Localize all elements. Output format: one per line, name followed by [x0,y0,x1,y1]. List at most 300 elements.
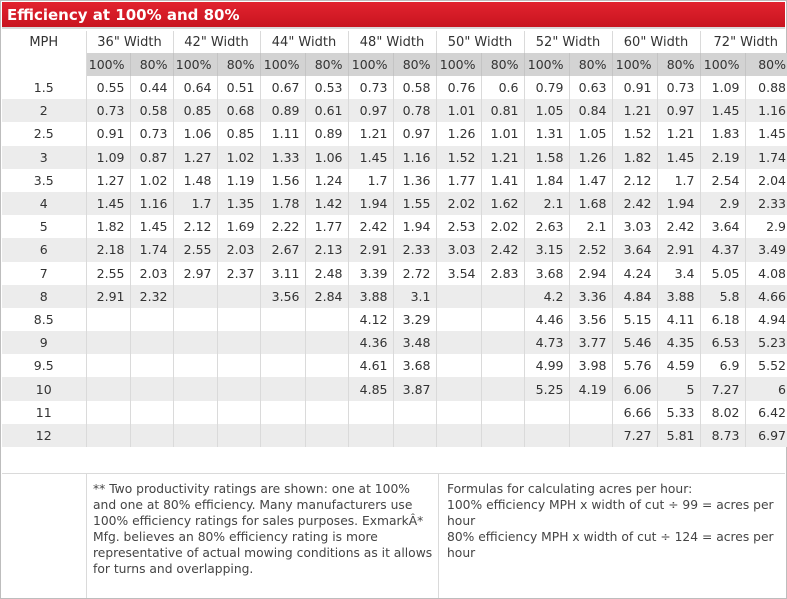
value-cell: 1.31 [524,122,569,145]
value-cell: 3.56 [260,285,305,308]
value-cell [436,354,481,377]
value-cell: 0.68 [217,99,260,122]
value-cell [260,308,305,331]
table-row [2,377,787,400]
value-cell [481,331,524,354]
value-cell: 3.64 [700,215,745,238]
value-cell: 0.44 [130,76,173,99]
footer-spacer [2,474,87,598]
value-cell: 2.52 [569,238,612,261]
value-cell: 0.73 [130,122,173,145]
value-cell: 1.94 [657,192,700,215]
value-cell: 2.84 [305,285,348,308]
value-cell: 2.33 [393,238,436,261]
value-cell [260,424,305,447]
value-cell: 0.97 [393,122,436,145]
value-cell: 1.47 [569,169,612,192]
value-cell [130,308,173,331]
table-row [2,76,787,99]
value-cell: 1.94 [348,192,393,215]
value-cell [393,401,436,424]
value-cell: 3.64 [612,238,657,261]
value-cell [217,377,260,400]
formula-100: 100% efficiency MPH x width of cut ÷ 99 = acres per hour [447,498,774,528]
value-cell: 1.33 [260,146,305,169]
value-cell: 1.35 [217,192,260,215]
value-cell [524,424,569,447]
value-cell: 1.77 [305,215,348,238]
value-cell: 6.66 [612,401,657,424]
value-cell: 0.53 [305,76,348,99]
value-cell: 1.09 [86,146,130,169]
value-cell [481,354,524,377]
value-cell: 3.03 [436,238,481,261]
value-cell [86,377,130,400]
value-cell: 1.05 [569,122,612,145]
value-cell: 0.87 [130,146,173,169]
value-cell: 3.39 [348,262,393,285]
value-cell: 1.68 [569,192,612,215]
value-cell [436,285,481,308]
table-row [2,424,787,447]
value-cell: 4.73 [524,331,569,354]
value-cell: 4.59 [657,354,700,377]
mph-cell: 9 [2,331,86,354]
value-cell: 5.05 [700,262,745,285]
value-cell: 2.02 [481,215,524,238]
value-cell [86,331,130,354]
value-cell: 3.68 [393,354,436,377]
value-cell: 6.42 [745,401,787,424]
subheader-80: 80% [569,53,612,76]
value-cell: 2.18 [86,238,130,261]
value-cell: 1.74 [130,238,173,261]
mph-cell: 8.5 [2,308,86,331]
value-cell: 0.85 [173,99,217,122]
value-cell: 1.01 [481,122,524,145]
value-cell: 0.81 [481,99,524,122]
subheader-80: 80% [305,53,348,76]
table-row [2,146,787,169]
value-cell: 2.1 [524,192,569,215]
value-cell: 2.9 [700,192,745,215]
value-cell [436,308,481,331]
mph-cell: 1.5 [2,76,86,99]
subheader-100: 100% [700,53,745,76]
value-cell: 0.55 [86,76,130,99]
value-cell: 2.97 [173,262,217,285]
subheader-80: 80% [217,53,260,76]
value-cell: 3.15 [524,238,569,261]
footnote-text: ** Two productivity ratings are shown: one at 100% and one at 80% efficiency. Many manufacturers use 100% efficiency ratings for sales purposes. ExmarkÂ* Mfg. believes an 80% efficiency rating is more representative of actual mowing conditions as it allows for turns and overlapping. [93,482,433,576]
value-cell: 6 [745,377,787,400]
value-cell: 1.56 [260,169,305,192]
value-cell: 0.73 [86,99,130,122]
value-cell: 3.49 [745,238,787,261]
table-row [2,354,787,377]
mph-cell: 11 [2,401,86,424]
value-cell: 2.55 [86,262,130,285]
value-cell: 1.16 [130,192,173,215]
value-cell [173,401,217,424]
value-cell: 5.52 [745,354,787,377]
value-cell: 6.9 [700,354,745,377]
value-cell [436,424,481,447]
value-cell: 2.03 [217,238,260,261]
subheader-100: 100% [260,53,305,76]
formula-80: 80% efficiency MPH x width of cut ÷ 124 = acres per hour [447,530,774,560]
value-cell: 6.53 [700,331,745,354]
width-header: 60" Width [612,31,700,53]
width-header: 44" Width [260,31,348,53]
value-cell [130,401,173,424]
value-cell: 1.83 [700,122,745,145]
value-cell: 5.46 [612,331,657,354]
mph-cell: 12 [2,424,86,447]
value-cell: 4.66 [745,285,787,308]
value-cell: 6.97 [745,424,787,447]
mph-cell: 9.5 [2,354,86,377]
value-cell: 3.88 [657,285,700,308]
value-cell [305,354,348,377]
subheader-80: 80% [130,53,173,76]
value-cell: 2.9 [745,215,787,238]
value-cell: 1.94 [393,215,436,238]
value-cell: 2.22 [260,215,305,238]
value-cell: 1.45 [745,122,787,145]
value-cell: 0.61 [305,99,348,122]
value-cell: 1.21 [657,122,700,145]
value-cell: 4.85 [348,377,393,400]
subheader-80: 80% [393,53,436,76]
value-cell: 1.21 [348,122,393,145]
value-cell: 5.25 [524,377,569,400]
subheader-100: 100% [173,53,217,76]
width-header: 42" Width [173,31,260,53]
value-cell [130,377,173,400]
value-cell: 2.42 [481,238,524,261]
value-cell [173,331,217,354]
value-cell: 1.7 [657,169,700,192]
value-cell [86,354,130,377]
value-cell: 4.12 [348,308,393,331]
table-title: Efficiency at 100% and 80% [2,2,785,29]
value-cell: 2.37 [217,262,260,285]
value-cell: 2.42 [612,192,657,215]
value-cell [436,377,481,400]
value-cell: 1.45 [348,146,393,169]
formulas-block [447,481,777,561]
width-header: 52" Width [524,31,612,53]
table-row [2,99,787,122]
table-body [2,76,787,447]
value-cell [173,354,217,377]
value-cell [481,308,524,331]
value-cell: 4.94 [745,308,787,331]
value-cell: 1.7 [348,169,393,192]
value-cell [260,401,305,424]
value-cell: 6.06 [612,377,657,400]
value-cell: 3.54 [436,262,481,285]
value-cell: 1.45 [700,99,745,122]
width-header: 48" Width [348,31,436,53]
value-cell [217,401,260,424]
value-cell: 3.98 [569,354,612,377]
value-cell: 0.6 [481,76,524,99]
subheader-blank [2,53,86,76]
value-cell [481,285,524,308]
value-cell [524,401,569,424]
value-cell: 1.41 [481,169,524,192]
formulas-heading: Formulas for calculating acres per hour: [447,482,693,496]
mph-cell: 7 [2,262,86,285]
value-cell: 0.89 [260,99,305,122]
value-cell: 1.05 [524,99,569,122]
value-cell: 3.68 [524,262,569,285]
value-cell: 1.45 [657,146,700,169]
value-cell [130,331,173,354]
value-cell: 4.24 [612,262,657,285]
value-cell [305,331,348,354]
value-cell: 1.84 [524,169,569,192]
value-cell: 1.16 [745,99,787,122]
value-cell: 4.46 [524,308,569,331]
value-cell: 0.84 [569,99,612,122]
value-cell: 4.11 [657,308,700,331]
value-cell: 1.62 [481,192,524,215]
value-cell: 2.42 [657,215,700,238]
value-cell: 1.21 [612,99,657,122]
value-cell [305,401,348,424]
value-cell: 3.03 [612,215,657,238]
value-cell: 2.48 [305,262,348,285]
value-cell: 5.23 [745,331,787,354]
mph-cell: 2.5 [2,122,86,145]
value-cell [173,424,217,447]
value-cell: 4.37 [700,238,745,261]
value-cell: 0.67 [260,76,305,99]
table-row [2,262,787,285]
subheader-100: 100% [612,53,657,76]
subheader-100: 100% [436,53,481,76]
value-cell: 4.35 [657,331,700,354]
value-cell: 1.52 [436,146,481,169]
value-cell: 0.89 [305,122,348,145]
value-cell: 5.15 [612,308,657,331]
value-cell: 1.24 [305,169,348,192]
value-cell [305,377,348,400]
value-cell: 2.32 [130,285,173,308]
mph-cell: 4 [2,192,86,215]
value-cell: 1.02 [130,169,173,192]
value-cell [348,424,393,447]
mph-cell: 10 [2,377,86,400]
value-cell: 2.54 [700,169,745,192]
value-cell: 2.94 [569,262,612,285]
value-cell [130,354,173,377]
value-cell [436,331,481,354]
value-cell [217,424,260,447]
value-cell: 1.26 [436,122,481,145]
subheader-100: 100% [348,53,393,76]
value-cell: 1.82 [612,146,657,169]
value-cell: 1.78 [260,192,305,215]
subheader-80: 80% [657,53,700,76]
value-cell: 0.58 [130,99,173,122]
value-cell: 4.99 [524,354,569,377]
value-cell: 1.11 [260,122,305,145]
value-cell: 1.42 [305,192,348,215]
value-cell [217,285,260,308]
value-cell: 1.48 [173,169,217,192]
value-cell: 0.91 [612,76,657,99]
value-cell: 2.12 [173,215,217,238]
value-cell: 0.64 [173,76,217,99]
value-cell [130,424,173,447]
value-cell: 4.61 [348,354,393,377]
value-cell: 4.84 [612,285,657,308]
subheader-80: 80% [745,53,787,76]
subheader-100: 100% [86,53,130,76]
value-cell: 2.63 [524,215,569,238]
value-cell: 5.33 [657,401,700,424]
table-row [2,308,787,331]
value-cell: 1.21 [481,146,524,169]
value-cell: 0.73 [657,76,700,99]
width-header-row [2,31,787,53]
value-cell: 1.06 [173,122,217,145]
value-cell: 1.19 [217,169,260,192]
value-cell: 3.48 [393,331,436,354]
value-cell [305,308,348,331]
table-row [2,238,787,261]
value-cell: 1.27 [173,146,217,169]
footer-divider [438,474,439,598]
value-cell: 1.69 [217,215,260,238]
value-cell: 2.12 [612,169,657,192]
value-cell: 1.7 [173,192,217,215]
value-cell: 3.4 [657,262,700,285]
value-cell: 3.88 [348,285,393,308]
value-cell: 3.87 [393,377,436,400]
value-cell: 2.91 [86,285,130,308]
value-cell: 1.82 [86,215,130,238]
value-cell [86,424,130,447]
value-cell: 1.06 [305,146,348,169]
subheader-80: 80% [481,53,524,76]
value-cell: 1.36 [393,169,436,192]
value-cell [260,377,305,400]
mph-cell: 3 [2,146,86,169]
value-cell: 1.27 [86,169,130,192]
value-cell: 6.18 [700,308,745,331]
value-cell: 2.53 [436,215,481,238]
table-row [2,122,787,145]
mph-cell: 2 [2,99,86,122]
mph-cell: 3.5 [2,169,86,192]
mph-cell: 5 [2,215,86,238]
value-cell [305,424,348,447]
value-cell: 0.51 [217,76,260,99]
value-cell: 2.33 [745,192,787,215]
table-row [2,215,787,238]
value-cell: 0.58 [393,76,436,99]
value-cell: 1.74 [745,146,787,169]
value-cell [260,354,305,377]
value-cell: 3.11 [260,262,305,285]
table-row [2,401,787,424]
value-cell: 8.73 [700,424,745,447]
value-cell: 7.27 [700,377,745,400]
value-cell: 5.76 [612,354,657,377]
value-cell: 1.26 [569,146,612,169]
value-cell: 0.79 [524,76,569,99]
value-cell: 0.88 [745,76,787,99]
value-cell: 2.83 [481,262,524,285]
value-cell: 4.36 [348,331,393,354]
value-cell: 5.8 [700,285,745,308]
efficiency-subheader-row [2,53,787,76]
value-cell [481,401,524,424]
value-cell: 2.91 [348,238,393,261]
value-cell: 0.76 [436,76,481,99]
value-cell: 5.81 [657,424,700,447]
table-row [2,169,787,192]
value-cell: 0.91 [86,122,130,145]
value-cell: 2.1 [569,215,612,238]
value-cell: 3.1 [393,285,436,308]
value-cell [393,424,436,447]
value-cell [260,331,305,354]
table-row [2,331,787,354]
width-header: 50" Width [436,31,524,53]
value-cell: 3.36 [569,285,612,308]
value-cell: 1.52 [612,122,657,145]
value-cell [217,331,260,354]
value-cell: 0.73 [348,76,393,99]
value-cell [173,308,217,331]
mph-cell: 6 [2,238,86,261]
value-cell: 2.19 [700,146,745,169]
value-cell: 1.45 [130,215,173,238]
value-cell [173,285,217,308]
value-cell: 0.97 [348,99,393,122]
value-cell: 1.45 [86,192,130,215]
value-cell: 2.13 [305,238,348,261]
value-cell: 1.09 [700,76,745,99]
value-cell: 0.97 [657,99,700,122]
value-cell [481,377,524,400]
value-cell [86,401,130,424]
value-cell: 2.91 [657,238,700,261]
subheader-100: 100% [524,53,569,76]
width-header: 72" Width [713,34,778,50]
value-cell [569,401,612,424]
value-cell [569,424,612,447]
value-cell: 2.02 [436,192,481,215]
value-cell: 1.01 [436,99,481,122]
value-cell: 2.67 [260,238,305,261]
value-cell: 1.02 [217,146,260,169]
value-cell: 1.77 [436,169,481,192]
value-cell: 0.85 [217,122,260,145]
value-cell [481,424,524,447]
value-cell: 2.72 [393,262,436,285]
table-row [2,192,787,215]
value-cell: 3.56 [569,308,612,331]
value-cell: 3.29 [393,308,436,331]
mph-cell: 8 [2,285,86,308]
